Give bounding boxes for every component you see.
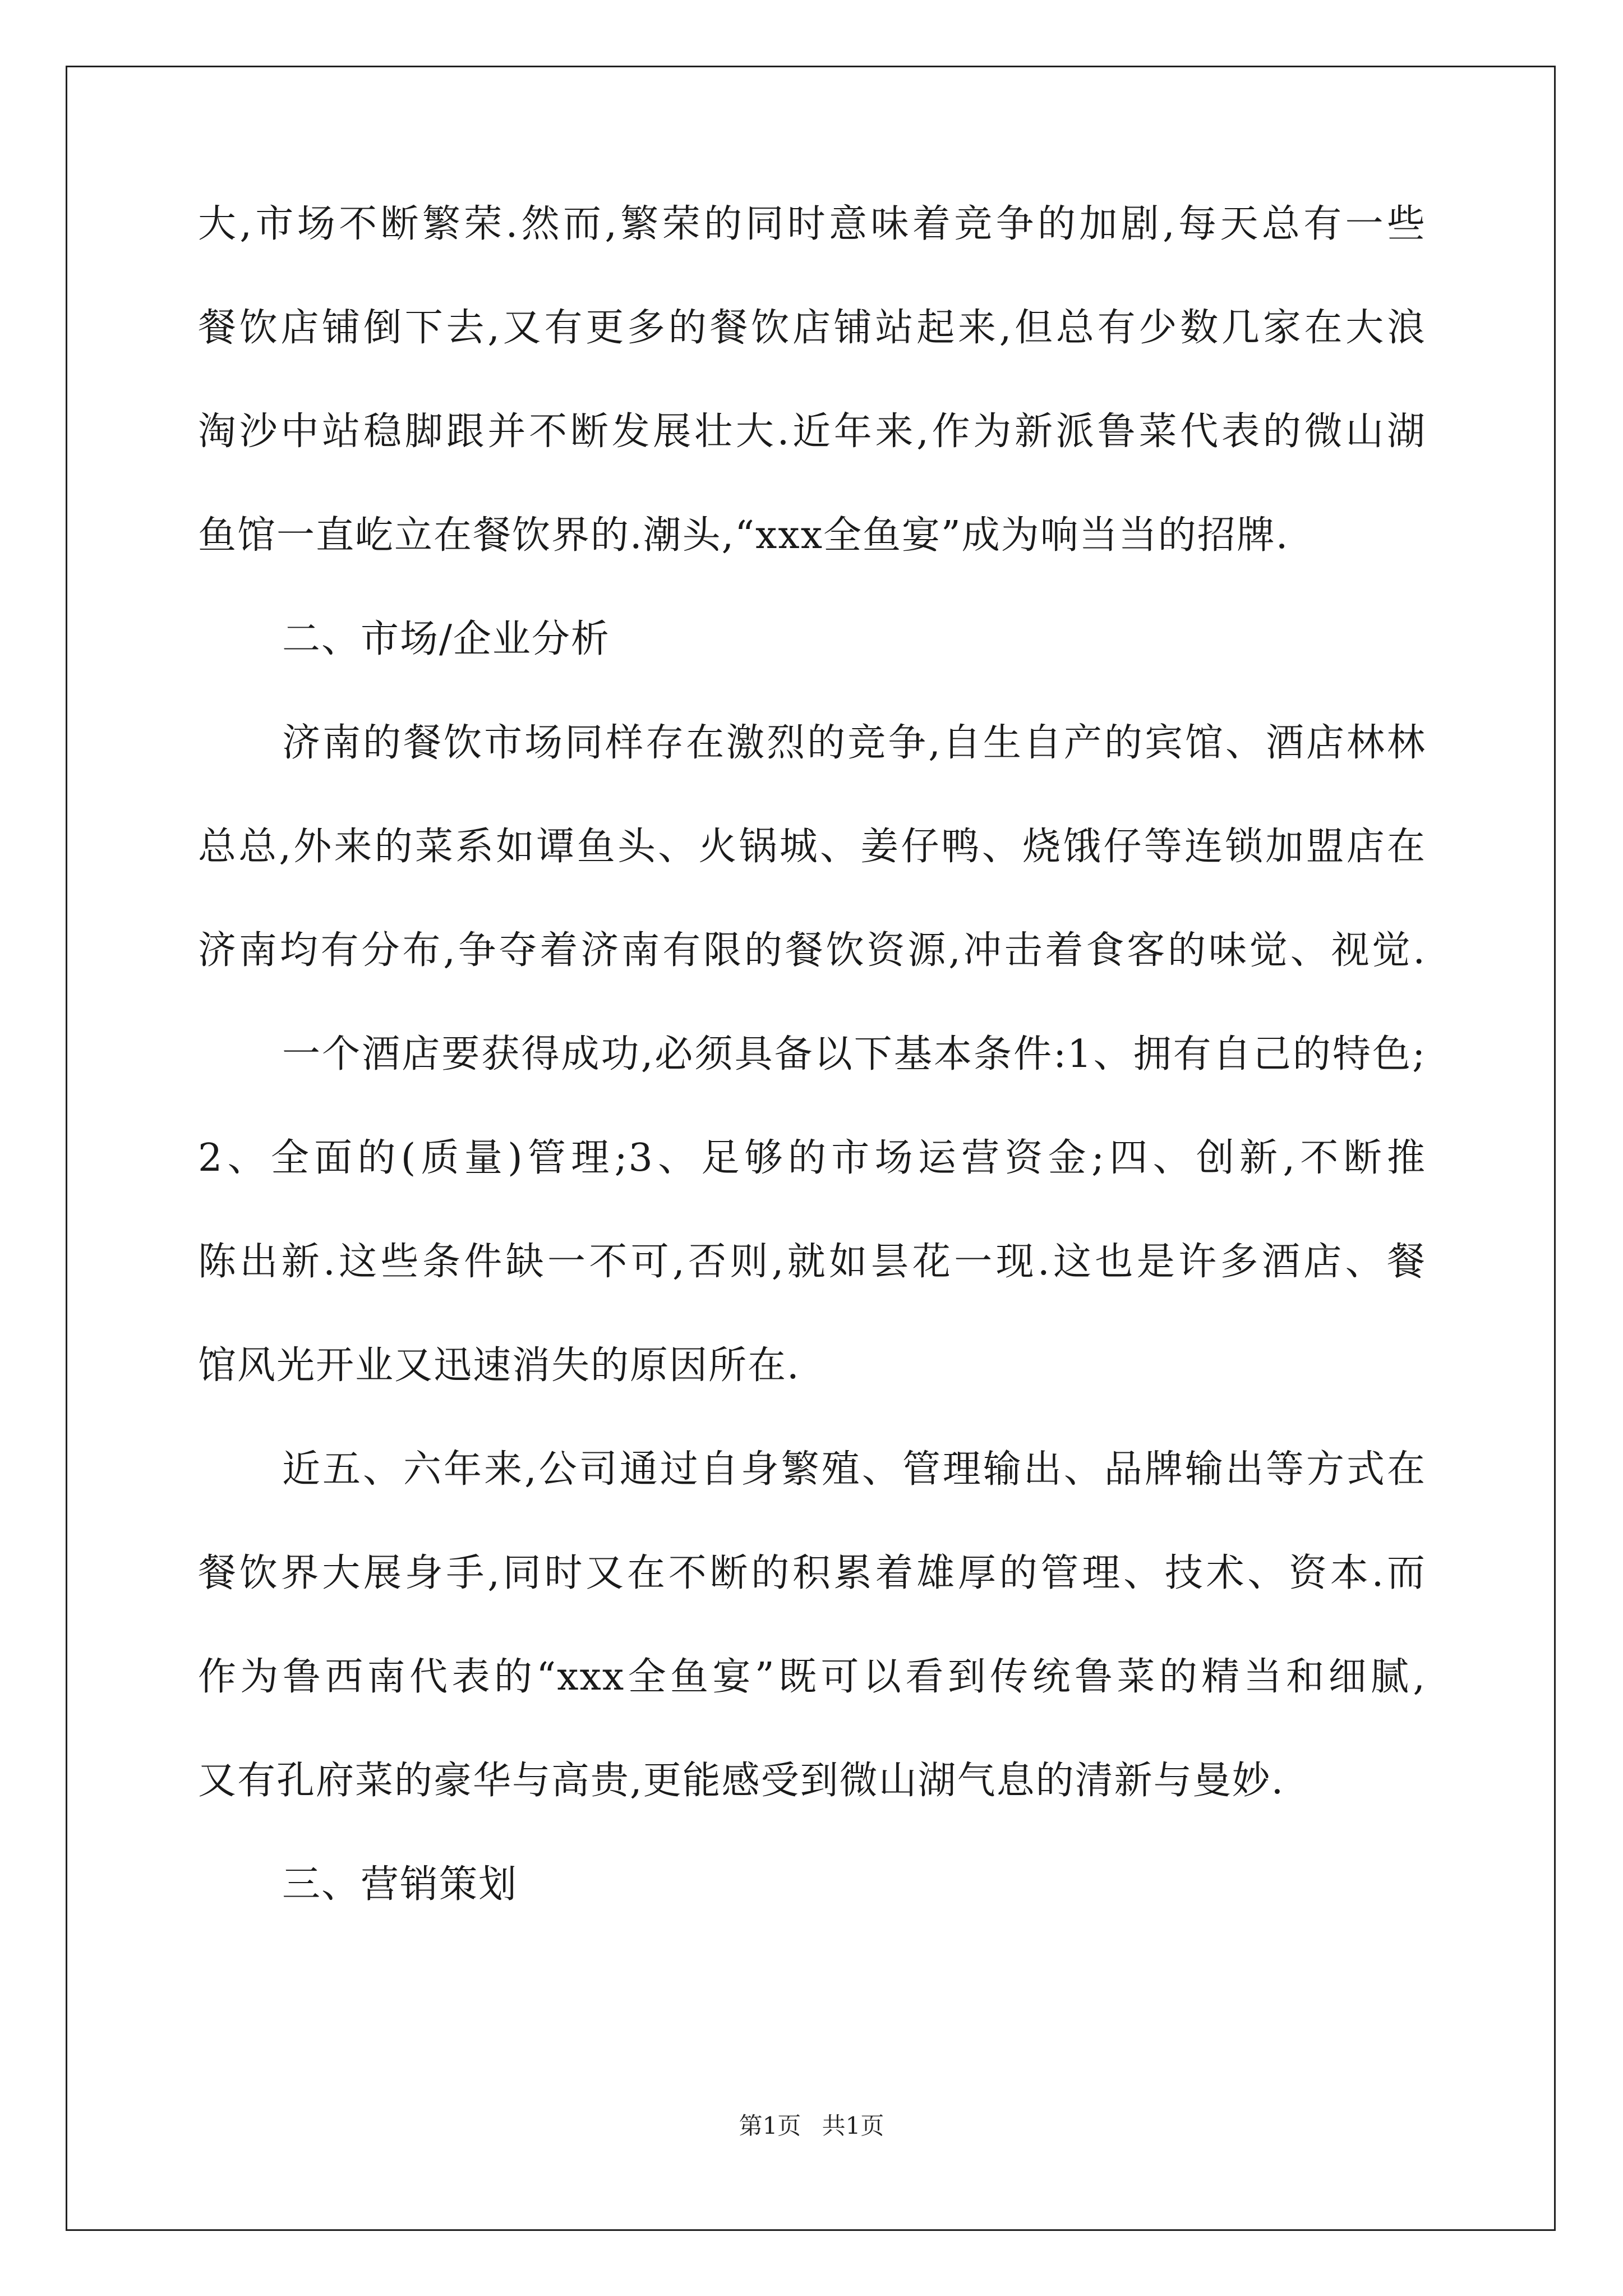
- text-line: 餐饮店铺倒下去,又有更多的餐饮店铺站起来,但总有少数几家在大浪: [198, 306, 1426, 350]
- section-heading: 三、营销策划: [282, 1862, 518, 1907]
- page-number: 第1页: [739, 2112, 801, 2139]
- text-line: 作为鲁西南代表的“xxx全鱼宴”既可以看到传统鲁菜的精当和细腻,: [198, 1655, 1426, 1699]
- text-line: 近五、六年来,公司通过自身繁殖、管理输出、品牌输出等方式在: [282, 1447, 1426, 1492]
- text-line: 陈出新.这些条件缺一不可,否则,就如昙花一现.这也是许多酒店、餐: [198, 1240, 1426, 1284]
- text-line: 一个酒店要获得成功,必须具备以下基本条件:1、拥有自己的特色;: [282, 1032, 1426, 1076]
- document-body: [198, 202, 1426, 1966]
- text-line: 又有孔府菜的豪华与高贵,更能感受到微山湖气息的清新与曼妙.: [198, 1759, 1285, 1803]
- text-line: 大,市场不断繁荣.然而,繁荣的同时意味着竞争的加剧,每天总有一些: [198, 202, 1426, 246]
- page-total: 共1页: [822, 2112, 884, 2139]
- text-line: 2、全面的(质量)管理;3、足够的市场运营资金;四、创新,不断推: [198, 1136, 1426, 1180]
- text-line: 馆风光开业又迅速消失的原因所在.: [198, 1343, 800, 1388]
- section-heading: 二、市场/企业分析: [282, 617, 610, 661]
- text-line: 济南均有分布,争夺着济南有限的餐饮资源,冲击着食客的味觉、视觉.: [198, 928, 1426, 973]
- page-footer: [0, 2112, 1623, 2140]
- text-line: 总总,外来的菜系如谭鱼头、火锅城、姜仔鸭、烧饿仔等连锁加盟店在: [198, 825, 1426, 869]
- text-line: 餐饮界大展身手,同时又在不断的积累着雄厚的管理、技术、资本.而: [198, 1551, 1426, 1595]
- text-line: 淘沙中站稳脚跟并不断发展壮大.近年来,作为新派鲁菜代表的微山湖: [198, 409, 1426, 454]
- text-line: 鱼馆一直屹立在餐饮界的.潮头,“xxx全鱼宴”成为响当当的招牌.: [198, 513, 1289, 558]
- text-line: 济南的餐饮市场同样存在激烈的竞争,自生自产的宾馆、酒店林林: [282, 721, 1426, 765]
